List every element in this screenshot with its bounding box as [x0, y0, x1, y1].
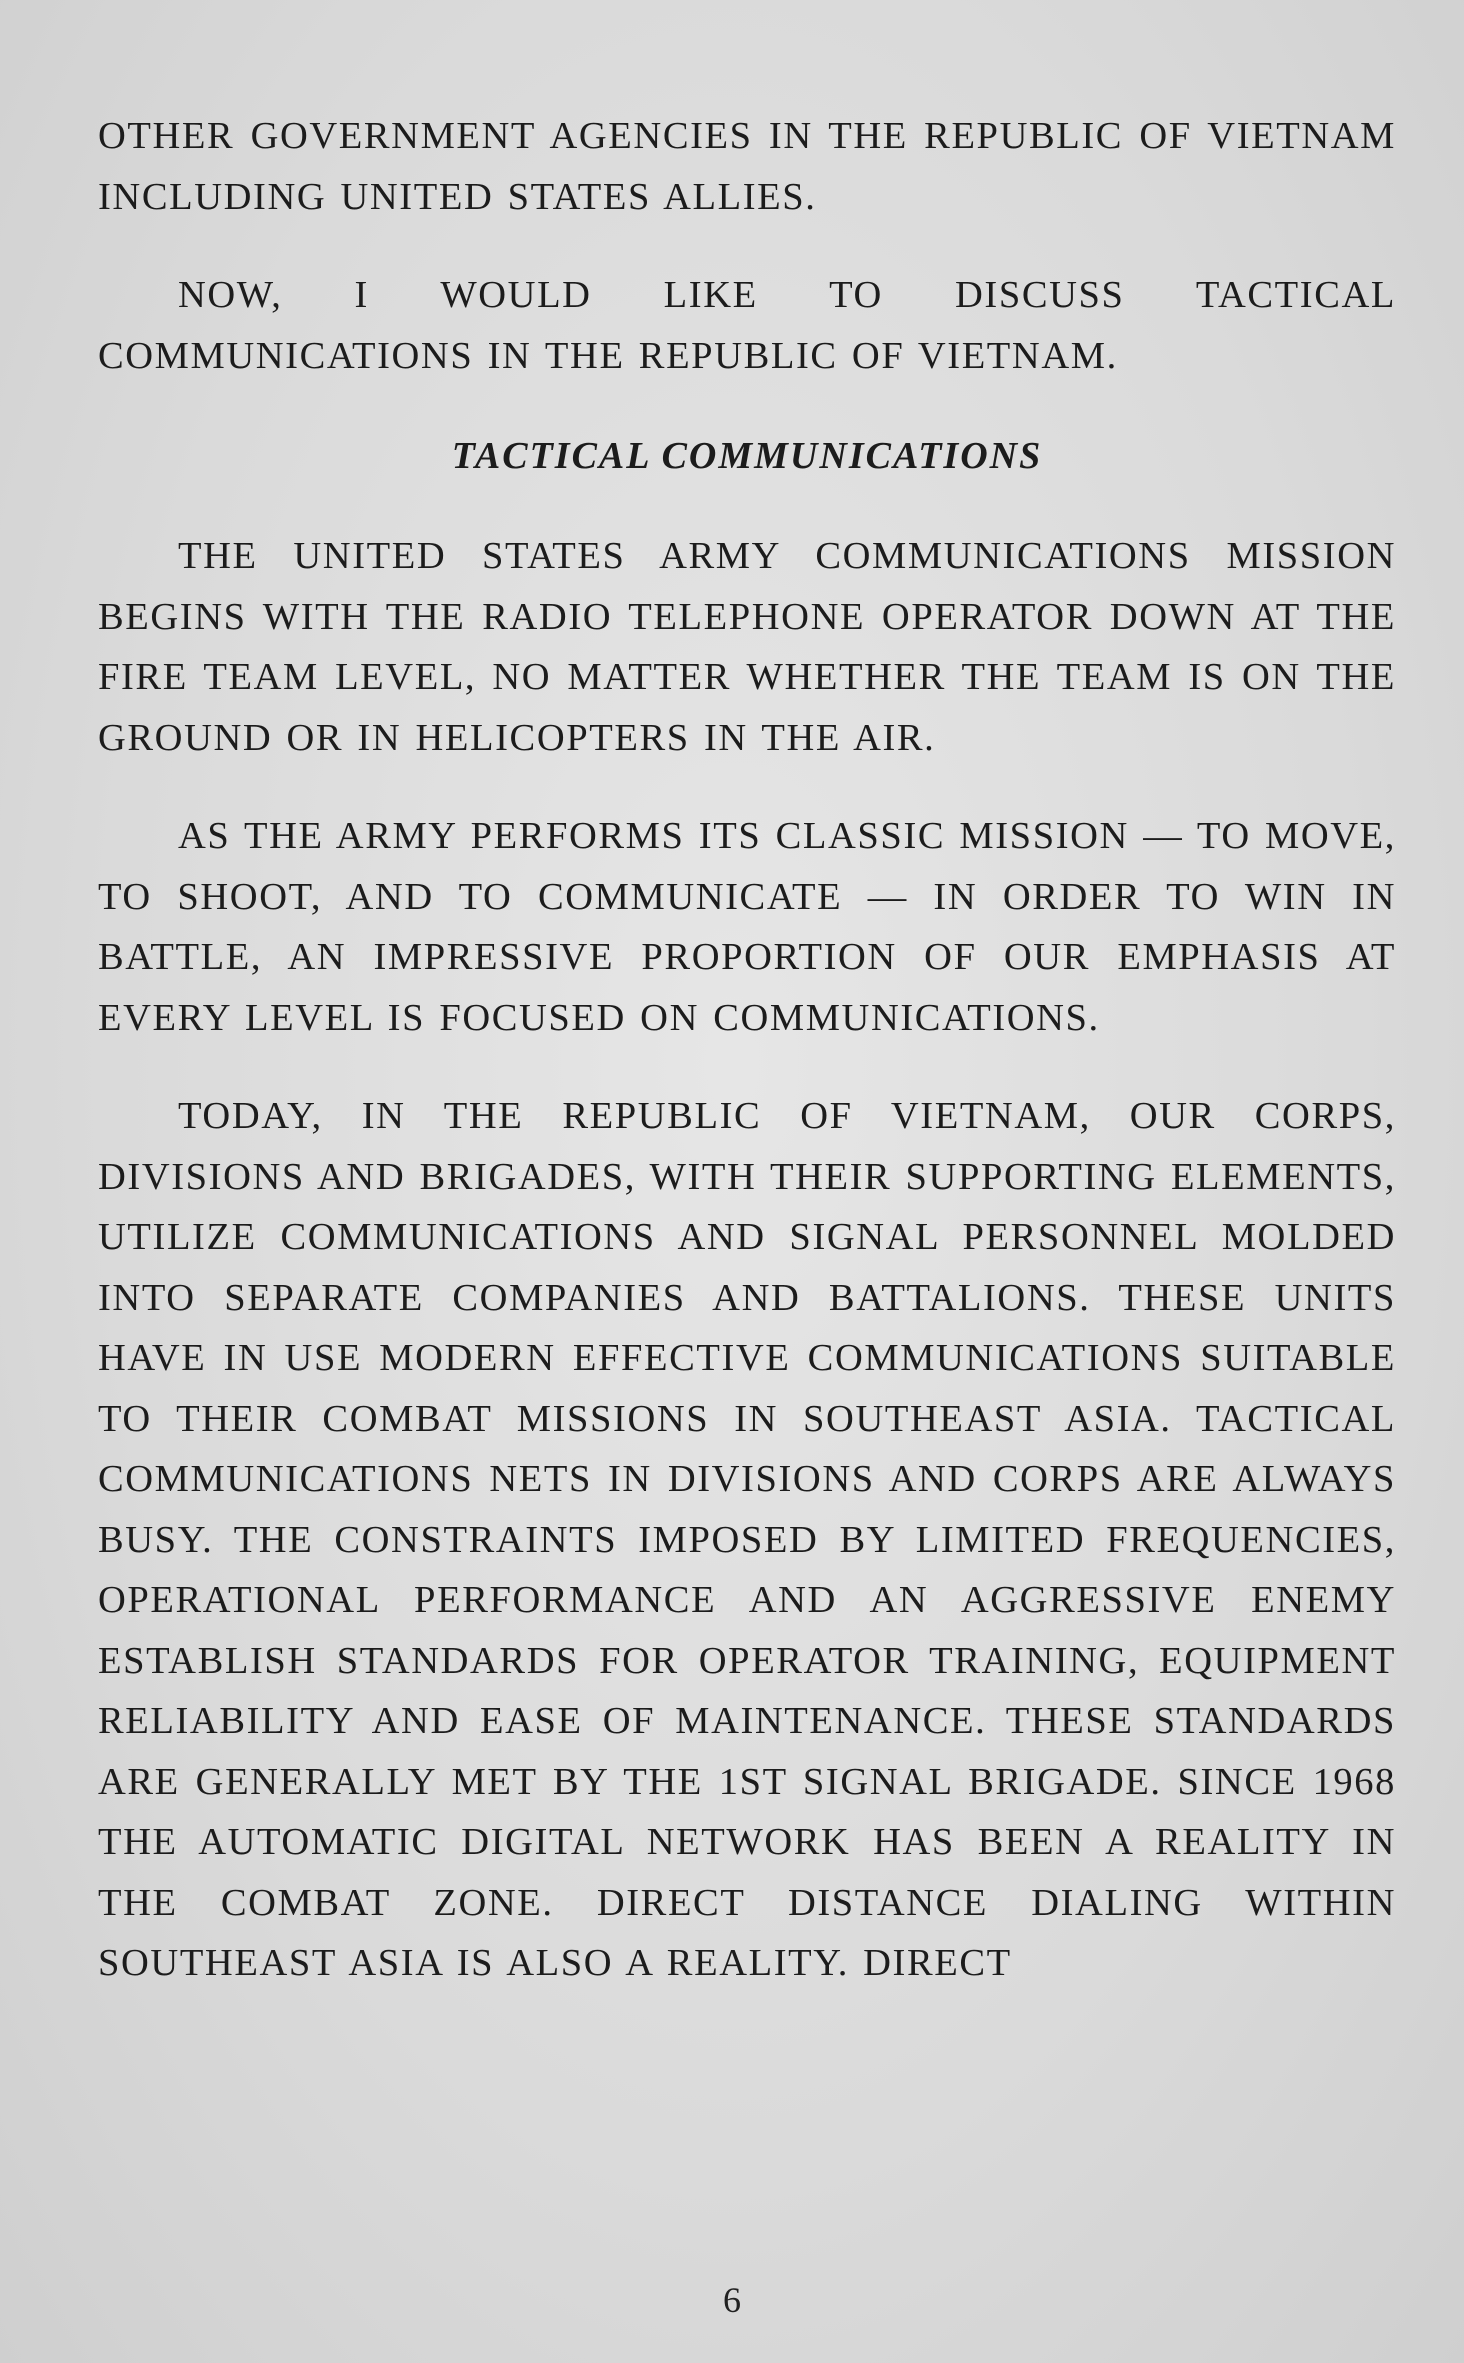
paragraph-continuation: OTHER GOVERNMENT AGENCIES IN THE REPUBLIC OF VIETNAM INCLUDING UNITED STATES ALLIES. [98, 115, 1396, 218]
paragraph-today: TODAY, IN THE REPUBLIC OF VIETNAM, OUR CORPS, DIVISIONS AND BRIGADES, WITH THEIR SUPPORTING ELEMENTS, UTILIZE COMMUNICATIONS AND SIGNAL PERSONNEL MOLDED INTO SEPARATE COMPANIES AND BATTALIONS. THESE UNITS HAVE IN USE MODERN EFFECTIVE COMMUNICATIONS SUITABLE TO THEIR COMBAT MISSIONS IN SOUTHEAST ASIA. TACTICAL COMMUNICATIONS NETS IN DIVISIONS AND CORPS ARE ALWAYS BUSY. THE CONSTRAINTS IMPOSED BY LIMITED FREQUENCIES, OPERATIONAL PERFORMANCE AND AN AGGRESSIVE ENEMY ESTABLISH STANDARDS FOR OPERATOR TRAINING, EQUIPMENT RELIABILITY AND EASE OF MAINTENANCE. THESE STANDARDS ARE GENERALLY MET BY THE 1ST SIGNAL BRIGADE. SINCE 1968 THE AUTOMATIC DIGITAL NETWORK HAS BEEN A REALITY IN THE COMBAT ZONE. DIRECT DISTANCE DIALING WITHIN SOUTHEAST ASIA IS ALSO A REALITY. DIRECT [98, 1095, 1396, 1984]
page-number: 6 [723, 2280, 741, 2320]
paragraph-army-performs: AS THE ARMY PERFORMS ITS CLASSIC MISSION — TO MOVE, TO SHOOT, AND TO COMMUNICATE — IN ORDER TO WIN IN BATTLE, AN IMPRESSIVE PROPORTION OF OUR EMPHASIS AT EVERY LEVEL IS FOCUSED ON COMMUNICATIONS. [98, 815, 1396, 1039]
paragraph-gap [98, 386, 1396, 426]
paragraph-gap [98, 768, 1396, 806]
paragraph-mission: THE UNITED STATES ARMY COMMUNICATIONS MISSION BEGINS WITH THE RADIO TELEPHONE OPERATOR DOWN AT THE FIRE TEAM LEVEL, NO MATTER WHETHER THE TEAM IS ON THE GROUND OR IN HELICOPTERS IN THE AIR. [98, 535, 1396, 759]
document-page [98, 106, 1396, 1994]
paragraph-gap [98, 486, 1396, 526]
paragraph-gap [98, 1048, 1396, 1086]
paragraph-intro: NOW, I WOULD LIKE TO DISCUSS TACTICAL COMMUNICATIONS IN THE REPUBLIC OF VIETNAM. [98, 274, 1396, 377]
section-heading: TACTICAL COMMUNICATIONS [451, 435, 1043, 477]
paragraph-gap [98, 227, 1396, 265]
